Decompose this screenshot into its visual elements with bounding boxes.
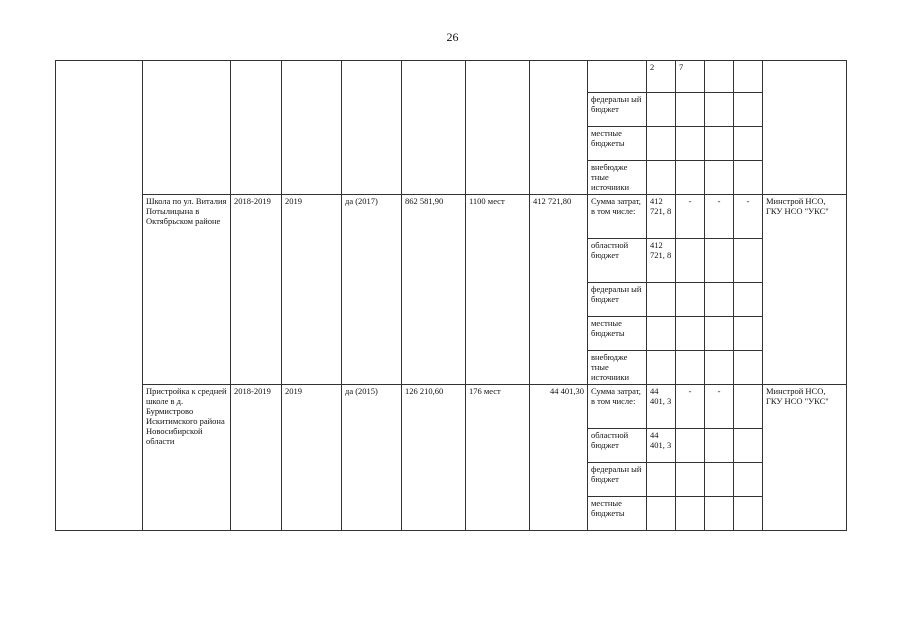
funding-source: Сумма затрат, в том числе: [588,195,647,239]
object-capacity: 1100 мест [466,195,530,385]
object-balance: 44 401,30 [530,385,588,531]
funding-source: федеральн ый бюджет [588,283,647,317]
funding-source: Сумма затрат, в том числе: [588,385,647,429]
object-period: 2018-2019 [231,385,282,531]
object-cost: 126 210,60 [402,385,466,531]
funding-source: местные бюджеты [588,317,647,351]
funding-source: областной бюджет [588,429,647,463]
object-design: да (2017) [342,195,402,385]
table-row: областной бюджет 44 401, 3 [56,429,847,463]
object-cost: 862 581,90 [402,195,466,385]
funding-source: федеральн ый бюджет [588,463,647,497]
funding-source: внебюдже тные источники [588,161,647,195]
funding-source: областной бюджет [588,239,647,283]
blank-first-column [56,61,143,531]
funding-source: местные бюджеты [588,497,647,531]
investment-table [55,60,847,531]
object-owner: Минстрой НСО, ГКУ НСО "УКС" [763,195,847,385]
object-owner: Минстрой НСО, ГКУ НСО "УКС" [763,385,847,531]
table-row: Пристройка к средней школе в д. Бурмистрово Искитимского района Новосибирской области 2018-2019 2019 да (2015) 126 210,60 176 мест 44 401,30 Сумма затрат, в том числе: 44 401, 3 - - Минстрой НСО, ГКУ НСО "УКС" [56,385,847,429]
object-name: Школа по ул. Виталия Потылицына в Октябрьском районе [143,195,231,385]
object-period: 2018-2019 [231,195,282,385]
header-cell: 7 [676,61,705,93]
object-year: 2019 [282,195,342,385]
object-design: да (2015) [342,385,402,531]
funding-source: федеральн ый бюджет [588,93,647,127]
object-year: 2019 [282,385,342,531]
page-number: 26 [446,30,459,44]
table-row: Школа по ул. Виталия Потылицына в Октябрьском районе 2018-2019 2019 да (2017) 862 581,90 1100 мест 412 721,80 Сумма затрат, в том числе: 412 721, 8 - - - Минстрой НСО, ГКУ НСО "УКС" [56,195,847,239]
header-cell: 2 [647,61,676,93]
table-row: областной бюджет 412 721, 8 [56,239,847,283]
object-name: Пристройка к средней школе в д. Бурмистрово Искитимского района Новосибирской области [143,385,231,531]
object-capacity: 176 мест [466,385,530,531]
object-balance: 412 721,80 [530,195,588,385]
table-row [56,61,847,93]
funding-source: внебюдже тные источники [588,351,647,385]
funding-source: местные бюджеты [588,127,647,161]
